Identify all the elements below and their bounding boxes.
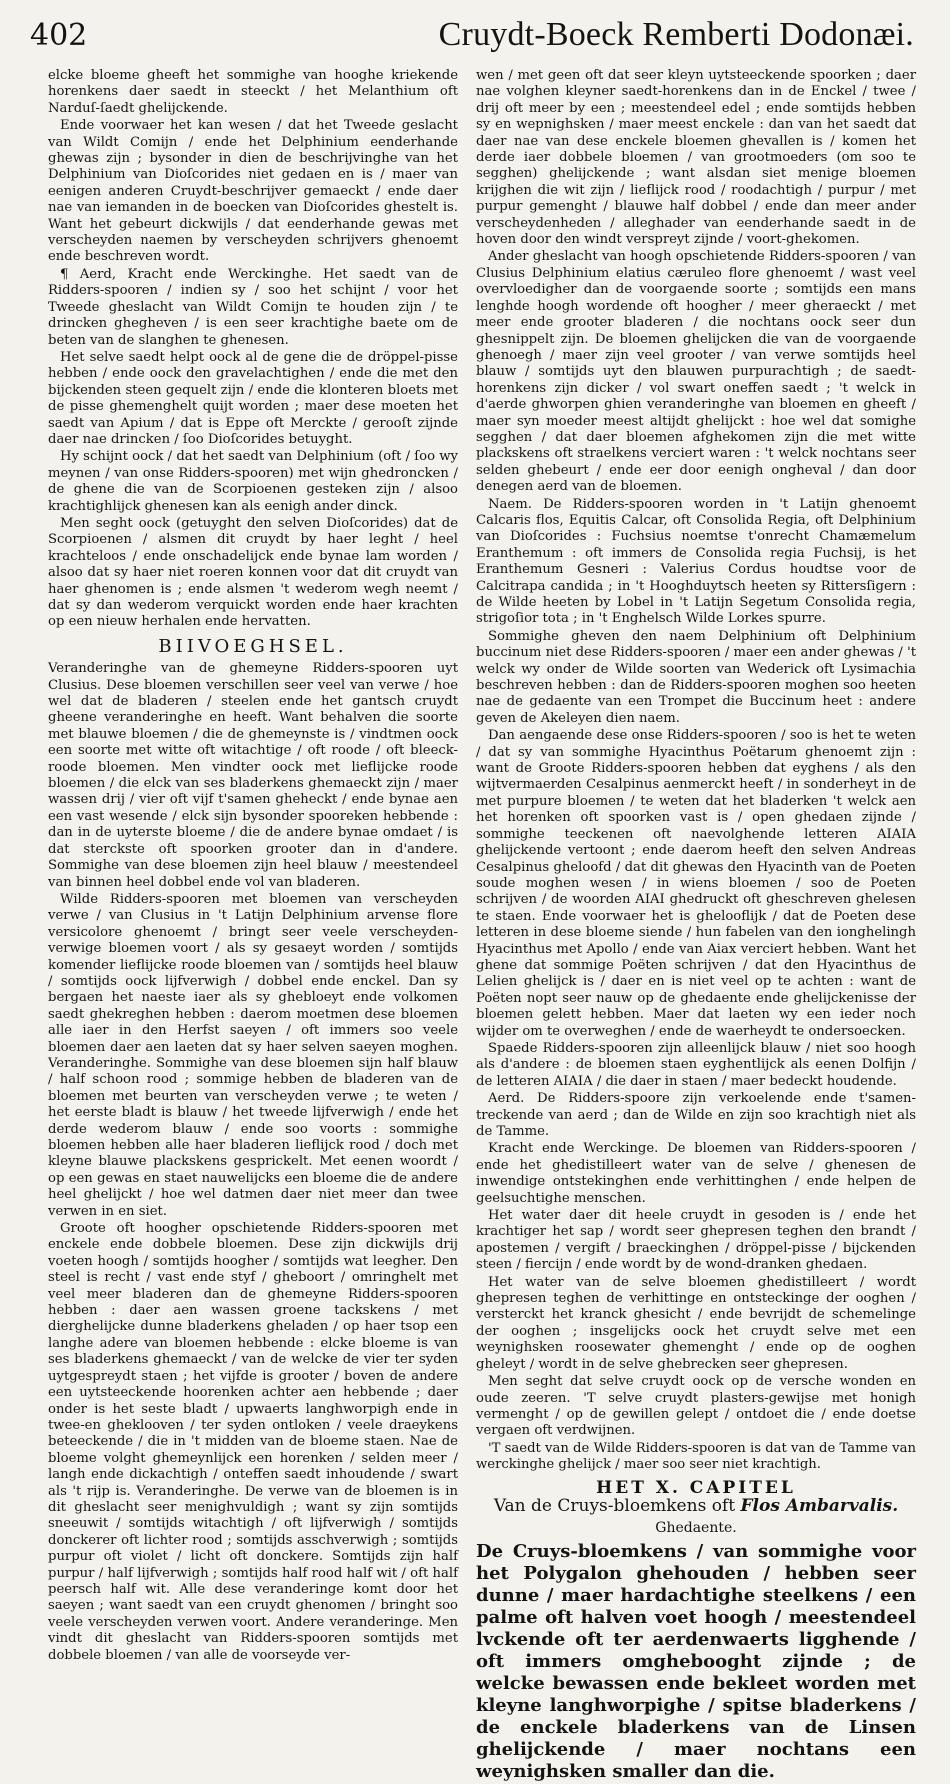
paragraph: Ander gheslacht van hoogh opschietende Ridders-spooren / van Clusius Delphinium elatius cæruleo flore ghenoemt / wast veel overvloedigher dan de voorgaende soorte ; somtijds een mans lenghde hoogh wordende oft hoogher / meer gheraeckt / met meer ende grooter bladeren / die nochtans oock seer dun ghesnippelt zijn. De bloemen ghelijcken die van de voorgaende ghenoegh / maer zijn veel grooter / van verwe somtijds heel blauw / somtijds uyt den blauwen purpurachtigh ; de saedt-horenkens zijn dicker / vol swart oneffen saedt ; 't welck in d'aerde ghworpen ghien veranderinghe van bloemen en gheeft / maer syn moeder meest altijdt ghelijckt : hoe wel dat somighe segghen / dat daer bloemen afghekomen zijn die met witte plackskens oft straelkens verciert waren : 't welck nochtans seer selden ghebeurt / ende eer door eenigh ongheval / dan door denegen aerd van de bloemen. bbox=[476, 249, 916, 495]
paragraph: Spaede Ridders-spooren zijn alleenlijck blauw / niet soo hoogh als d'andere : de bloemen staen eyghentlijck als eenen Dolfijn / de letteren AIAIA / die daer in staen / maer bedeckt houdende. bbox=[476, 1040, 916, 1089]
page-number: 402 bbox=[30, 18, 88, 53]
section-heading-ghedaente: Ghedaente. bbox=[655, 1520, 737, 1537]
paragraph: Aerd. De Ridders-spoore zijn verkoelende ende t'samen-treckende van aerd ; dan de Wilde en zijn soo krachtigh niet als de Tamme. bbox=[476, 1091, 916, 1139]
chapter-paragraph: De Cruys-bloemkens / van sommighe voor het Polygalon ghehouden / hebben seer dunne / maer hardachtighe steelkens / een palme oft halven voet hoogh / meestendeel lvckende oft ter aerdenwaerts ligghende / oft immers omghebooght zijnde ; de welcke bewassen ende bekleet worden met kleyne langhworpighe / spitse bladerkens / de enckele bladerkens van de Linsen ghelijckende / maer nochtans een weynighsken smaller dan die. bbox=[476, 1540, 916, 1782]
section-heading-bijvoeghsel: BIIVOEGHSEL. bbox=[158, 635, 348, 657]
paragraph: Hy schijnt oock / dat het saedt van Delphinium (oft / ſoo wy meynen / van onse Ridders-spooren) met wijn ghedroncken / de ghene die van de Scorpioenen gesteken zijn / alsoo krachtighlijck ghenesen kan als eenigh ander dinck. bbox=[48, 449, 458, 514]
chapter-subtitle-latin: Flos Ambarvalis. bbox=[740, 1495, 899, 1516]
paragraph: Men seght dat selve cruydt oock op de versche wonden en oude zeeren. 'T selve cruydt plasters-gewijse met honigh vermenght / op de gewillen gelept / ontdoet die / ende doetse vergaen oft verdwijnen. bbox=[476, 1374, 916, 1439]
paragraph: Wilde Ridders-spooren met bloemen van verscheyden verwe / van Clusius in 't Latijn Delphinium arvense flore versicolore ghenoemt / bringt seer veele verscheyden-verwige bloemen voort / als sy gesaeyt worden / somtijds komender lieflijcke roode bloemen van / somtijds heel blauw / somtijds oock lijfverwigh / dobbel ende enckel. Dan sy bergaen het naeste iaer als sy ghebloeyt ende volkomen saedt ghekreghen hebben : daerom moetmen dese bloemen alle iaer in den Herfst saeyen / oft immers soo veele bloemen daer aen laeten dat sy haer selven saeyen moghen. Veranderinghe. Sommighe van dese bloemen sijn half blauw / half schoon rood ; sommige hebben de bladeren van de bloemen met beurten van verscheyden verwe ; te weten / het eerste bladt is blauw / het tweede lijfverwigh / ende het derde wederom blauw / ende soo voorts : sommighe bloemen hebben alle haer bladeren lieflijck rood / doch met kleyne blauwe plackskens gesprickelt. Met eenen woordt / op een gewas en staet nauwelijcks een bloeme die de andere heel ghelijckt / hoe wel datmen daer niet meer dan twee verwen in en siet. bbox=[48, 891, 458, 1219]
paragraph: ¶ Aerd, Kracht ende Werckinghe. Het saedt van de Ridders-spooren / indien sy / soo het schijnt / voor het Tweede gheslacht van Wildt Comijn te houden zijn / te drincken ghegheven / is een seer krachtighe baete om de beten van de slanghen te ghenesen. bbox=[48, 266, 458, 348]
chapter-subtitle-text: Van de Cruys-bloemkens oft bbox=[493, 1495, 736, 1516]
page-header bbox=[30, 14, 920, 54]
paragraph: Kracht ende Werckinge. De bloemen van Ridders-spooren / ende het ghedistilleert water van de selve / ghenesen de inwendige ontstekinghen ende verhittinghen / ende helpen de geelsuchtighe menschen. bbox=[476, 1141, 916, 1206]
paragraph: wen / met geen oft dat seer kleyn uytsteeckende spoorken ; daer nae volghen kleyner saedt-horenkens dan in de Enckel / twee / drij oft meer by een ; meestendeel edel ; ende somtijds hebben sy en wepnighsken / maer meest enckele : dan van het saedt dat daer nae van dese enckele bloemen ghevallen is / komen het derde iaer dobbele bloemen / van grootmoeders (om soo te segghen) ghelijckende ; want alsdan siet menige bloemen krijghen die wit zijn / lieflijck rood / roodachtigh / purpur / met purpur gemenght / blauwe half dobbel / ende dan meer ander verscheydenheden / alleghader van eenderhande saedt in de hoven door den windt verspreyt zijnde / voort-ghekomen. bbox=[476, 68, 916, 248]
paragraph: Groote oft hoogher opschietende Ridders-spooren met enckele ende dobbele bloemen. Dese zijn dickwijls drij voeten hoogh / somtijds hoogher / somtijds wat leegher. Den steel is recht / vast ende styf / gheboort / omringhelt met veel meer bladeren dan de ghemeyne Ridders-spooren hebben : daer aen wassen groene tackskens / met dierghelijcke dunne bladerkens gheladen / op haer tsop een langhe adere van bloemen hebbende : elcke bloeme is van ses bladerkens ghemaeckt / van de welcke de vier ter syden uytgespreydt staen ; het vijfde is grooter / boven de andere een uytsteeckende hoorenken achter aen hebbende ; daer onder is het seste bladt / upwaerts langhworpigh ende in twee-en gheklooven / ter syden ontloken / veele draeykens beteeckende / die in 't midden van de bloeme staen. Nae de bloeme volght ghemeynlijck een horenken / selden meer / langh ende dickachtigh / onteffen saedt inhoudende / swart als 't rijp is. Veranderinghe. De verwe van de bloemen is in dit gheslacht seer menighvuldigh ; want sy zijn somtijds sneeuwit / somtijds witachtigh / oft lijfverwigh / somtijds donckerer oft lichter rood ; somtijds asschverwigh ; somtijds purpur oft violet / licht oft donckere. Somtijds zijn half purpur / half lijfverwigh ; somtijds half rood half wit / oft half peersch half wit. Alle dese veranderinge komt door het saeyen ; want saedt van een cruydt ghenomen / bringht soo veele verscheyden verwen voort. Andere veranderinge. Men vindt dit gheslacht van Ridders-spooren somtijds met dobbele bloemen / van alle de voorseyde ver- bbox=[48, 1221, 458, 1663]
chapter-title: HET X. CAPITEL bbox=[596, 1477, 796, 1498]
left-column bbox=[48, 68, 458, 1665]
paragraph: Veranderinghe van de ghemeyne Ridders-spooren uyt Clusius. Dese bloemen verschillen seer veel van verwe / hoe wel dat de bladeren / steelen ende het gantsch cruydt gheene veranderinghe en heeft. Want behalven die soorte met blauwe bloemen / die de ghemeynste is / vindtmen oock een soorte met witte oft witachtige / oft roode / oft bleeck-roode bloemen. Men vindter oock met lieflijcke roode bloemen / die elck van ses bladerkens ghemaeckt zijn / maer wassen drij / vier oft vijf t'samen gheheckt / ende bynae aen een vast wesende / elck sijn bysonder spooreken hebbende : dan in de uyterste bloeme / die de andere bynae omdaet / is dat sterckste oft spoorken grooter dan in d'andere. Sommighe van dese bloemen zijn heel blauw / meestendeel van binnen heel dobbel ende vol van bladeren. bbox=[48, 661, 458, 890]
paragraph: elcke bloeme gheeft het sommighe van hooghe kriekende horenkens daer saedt in steeckt / het Melanthium oft Narduſ-ſaedt ghelijckende. bbox=[48, 68, 458, 116]
paragraph: Het water daer dit heele cruydt in gesoden is / ende het krachtiger het sap / wordt seer ghepresen teghen den brandt / apostemen / vergift / braeckinghen / dröppel-pisse / bijckenden steen / fiercijn / ende wordt by de wond-dranken ghedaen. bbox=[476, 1208, 916, 1273]
paragraph: Men seght oock (getuyght den selven Dioſcorides) dat de Scorpioenen / alsmen dit cruydt by haer leght / heel krachteloos / ende onschadelijck ende bynae lam worden / alsoo dat sy haer niet roeren konnen voor dat dit cruydt van haer ghenomen is ; ende alsmen 't wederom wegh neemt / dat sy dan wederom verquickt worden ende haer krachten op een nieuw herhalen ende hervatten. bbox=[48, 515, 458, 630]
paragraph: 'T saedt van de Wilde Ridders-spooren is dat van de Tamme van werckinghe ghelijck / maer soo seer niet krachtigh. bbox=[476, 1440, 916, 1473]
running-head: Cruydt-Boeck Remberti Dodonæi. bbox=[438, 16, 914, 53]
paragraph: Het water van de selve bloemen ghedistilleert / wordt ghepresen teghen de verhittinge en ontsteckinge der ooghen / versterckt het kranck ghesicht / ende bevrijdt de schemelinge der ooghen ; insgelijcks oock het cruydt selve met een weynighsken roosewater ghemenght / ende op de ooghen gheleyt / wordt in de selve ghebrecken seer ghepresen. bbox=[476, 1274, 916, 1372]
paragraph: Het selve saedt helpt oock al de gene die de dröppel-pisse hebben / ende oock den gravelachtighen / ende die met den bijckenden steen gequelt zijn / ende die klonteren bloets met de pisse ghemenghelt quijt worden ; maer dese moeten het saedt van Apium / dat is Eppe oft Merckte / gerooſt zijnde daer nae drincken / ſoo Dioſcorides betuyght. bbox=[48, 349, 458, 447]
right-column bbox=[476, 68, 916, 1784]
paragraph: Ende voorwaer het kan wesen / dat het Tweede geslacht van Wildt Comijn / ende het Delphinium eenderhande ghewas zijn ; bysonder in dien de beschrijvinghe van het Delphinium van Dioſcorides niet gedaen en is / maer van eenigen anderen Cruydt-beschrijver gemaeckt / ende daer nae van iemanden in de boecken van Dioſcorides ghestelt is. Want het gebeurt dickwijls / dat eenderhande gewas met verscheyden naemen by verscheyden schrijvers ghenoemt ende beschreven wordt. bbox=[48, 118, 458, 265]
paragraph: Dan aengaende dese onse Ridders-spooren / soo is het te weten / dat sy van sommighe Hyacinthus Poëtarum ghenoemt zijn : want de Groote Ridders-spooren hebben dat eyghens / als den wijtvermaerden Cesalpinus aenmerckt heeft / in sonderheyt in de met purpure bloemen / te weten dat het bladerken 't welck aen het horenken oft spoorken vast is / open ghedaen zijnde / sommighe teeckenen oft naevolghende letteren AIAIA ghelijckende vertoont ; ende daerom heeft den selven Andreas Cesalpinus gheloofd / dat dit ghewas den Hyacinth van de Poeten soude moghen wesen / in wiens bloemen / soo de Poeten schrijven / de woorden AIAI ghedruckt oft gheschreven ghelesen te staen. Ende voorwaer het is ghelooflijk / dat de Poeten dese letteren in dese bloeme siende / hun fabelen van den ionghelingh Hyacinthus met Apollo / ende van Aiax verciert hebben. Want het ghene dat sommige Poëten schrijven / dat den Hyacinthus de Lelien ghelijck is / daer en is niet veel op te achten : want de Poëten nopt seer nauw op de ghedaente ende ghelijckenisse der bloemen gelett hebben. Maer dat laeten wy een ieder noch wijder om te overweghen / ende de waerheydt te ondersoecken. bbox=[476, 728, 916, 1039]
paragraph: Naem. De Ridders-spooren worden in 't Latijn ghenoemt Calcaris flos, Equitis Calcar, oft Consolida Regia, oft Delphinium van Dioſcorides : Fuchsius noemtse t'onrecht Chamæmelum Eranthemum : oft immers de Consolida regia Fuchsij, is het Eranthemum Gesneri : Valerius Cordus houdtse voor de Calcitrapa candida ; in 't Hooghduytsch heeten sy Rittersſigern : de Wilde heeten by Lobel in 't Latijn Segetum Consolida regia, strigoſior tota ; in 't Enghelsch Wilde Lorkes spurre. bbox=[476, 496, 916, 627]
paragraph: Sommighe gheven den naem Delphinium oft Delphinium buccinum niet dese Ridders-spooren / maer een ander ghewas / 't welck wy onder de Wilde soorten van Wederick oft Lysimachia beschreven hebben : dan de Ridders-spooren moghen soo heeten nae de gedaente van een Trompet die Buccinum heet : andere geven de Akeleyen dien naem. bbox=[476, 628, 916, 726]
chapter-subtitle bbox=[476, 1495, 916, 1516]
